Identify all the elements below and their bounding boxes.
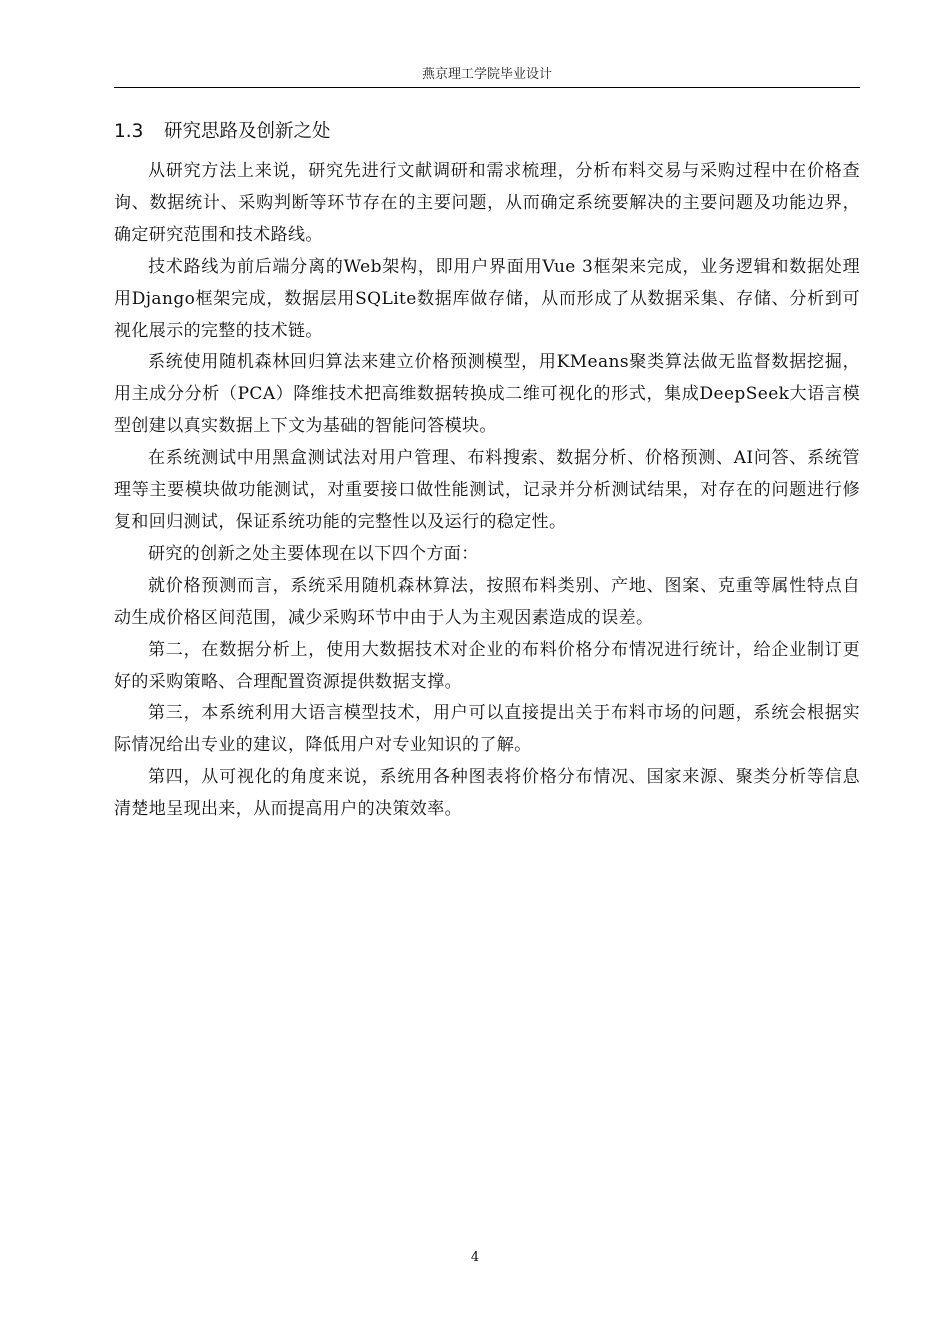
header-divider	[114, 87, 860, 88]
paragraph-algorithms: 系统使用随机森林回归算法来建立价格预测模型，用KMeans聚类算法做无监督数据挖掘，用主成分分析（PCA）降维技术把高维数据转换成二维可视化的形式，集成DeepSeek大语言模型创建以真实数据上下文为基础的智能问答模块。	[114, 352, 860, 437]
paragraph-tech-route: 技术路线为前后端分离的Web架构，即用户界面用Vue 3框架来完成，业务逻辑和数据处理用Django框架完成，数据层用SQLite数据库做存储，从而形成了从数据采集、存储、分析到可视化展示的完整的技术链。	[114, 256, 860, 341]
paragraph-testing: 在系统测试中用黑盒测试法对用户管理、布料搜索、数据分析、价格预测、AI问答、系统管理等主要模块做功能测试，对重要接口做性能测试，记录并分析测试结果，对存在的问题进行修复和回归测试，保证系统功能的完整性以及运行的稳定性。	[114, 448, 860, 532]
paragraph-innovation-intro: 研究的创新之处主要体现在以下四个方面：	[148, 543, 479, 564]
section-number: 1.3	[114, 121, 144, 142]
page-number: 4	[470, 1250, 480, 1265]
paragraph-innovation-1: 就价格预测而言，系统采用随机森林算法，按照布料类别、产地、图案、克重等属性特点自动生成价格区间范围，减少采购环节中由于人为主观因素造成的误差。	[114, 575, 860, 628]
paragraph-innovation-4: 第四，从可视化的角度来说，系统用各种图表将价格分布情况、国家来源、聚类分析等信息清楚地呈现出来，从而提高用户的决策效率。	[114, 767, 860, 820]
page-header: 燕京理工学院毕业设计	[421, 67, 552, 82]
paragraph-innovation-2: 第二，在数据分析上，使用大数据技术对企业的布料价格分布情况进行统计，给企业制订更好的采购策略、合理配置资源提供数据支撑。	[114, 639, 860, 692]
paragraph-method: 从研究方法上来说，研究先进行文献调研和需求梳理，分析布料交易与采购过程中在价格查询、数据统计、采购判断等环节存在的主要问题，从而确定系统要解决的主要问题及功能边界，确定研究范围和技术路线。	[114, 161, 860, 245]
paragraph-innovation-3: 第三，本系统利用大语言模型技术，用户可以直接提出关于布料市场的问题，系统会根据实际情况给出专业的建议，降低用户对专业知识的了解。	[114, 703, 860, 756]
section-heading	[114, 118, 331, 146]
body-text	[114, 156, 860, 826]
section-title: 研究思路及创新之处	[164, 121, 331, 142]
